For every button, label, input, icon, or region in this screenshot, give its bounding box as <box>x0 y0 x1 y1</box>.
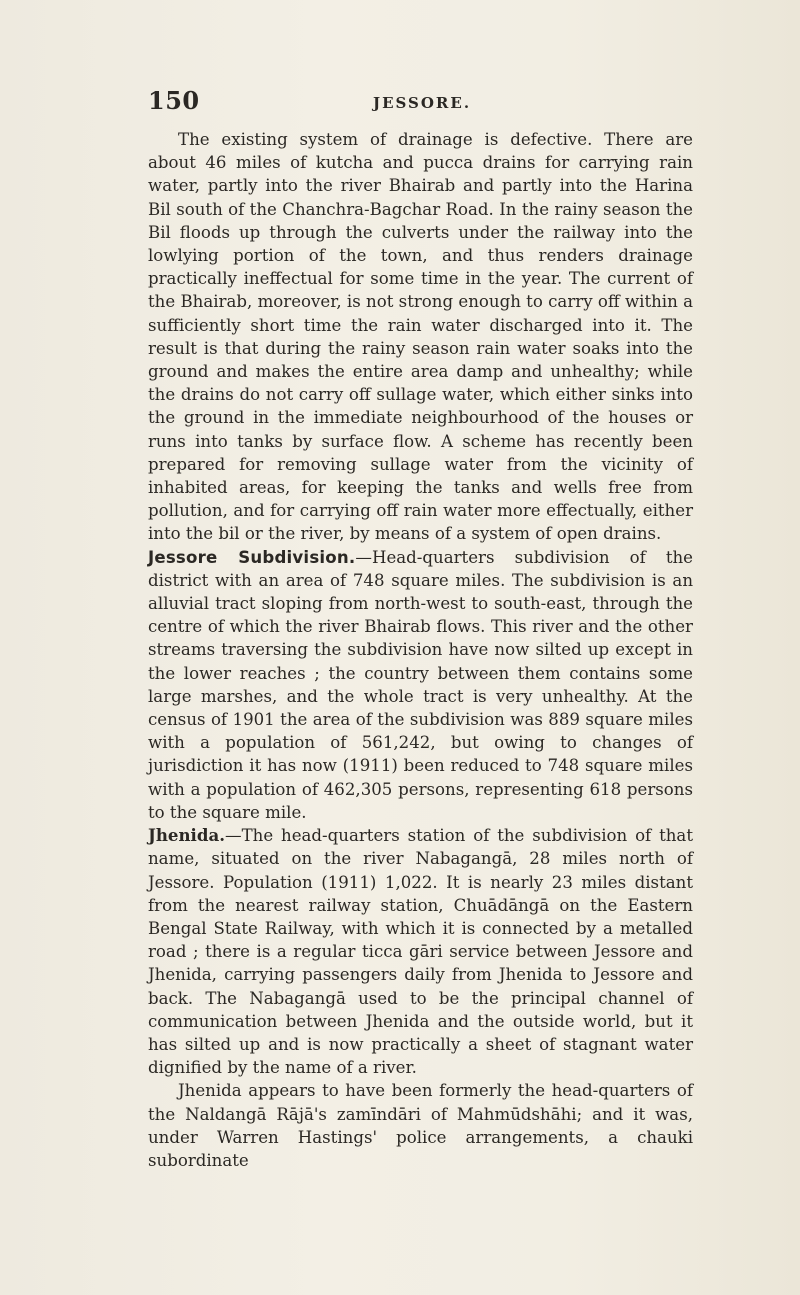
paragraph-drainage: The existing system of drainage is defective. There are about 46 miles of kutcha and pucca drains for carrying rain water, partly into the river Bhairab and partly into the Harina Bil south of the Chanchra-Bagchar Road. In the rainy season the Bil floods up through the culverts under the railway into the lowlying portion of the town, and thus renders drainage practically ineffectual for some time in the year. The current of the Bhairab, moreover, is not strong enough to carry off within a sufficiently short time the rain water discharged into it. The result is that during the rainy season rain water soaks into the ground and makes the entire area damp and unhealthy; while the drains do not carry off sullage water, which either sinks into the ground in the immediate neighbourhood of the houses or runs into tanks by surface flow. A scheme has recently been prepared for removing sullage water from the vicinity of inhabited areas, for keeping the tanks and wells free from pollution, and for carrying off rain water more effectually, either into the bil or the river, by means of a system of open drains. <box>148 130 693 544</box>
page-header <box>148 86 688 116</box>
section-heading-jessore-subdivision: Jessore Subdivision. <box>148 547 356 567</box>
paragraph-text: —Head-quarters subdivision of the district with an area of 748 square miles. The subdivision is an alluvial tract sloping from north-west to south-east, through the centre of which the river Bhairab flows. This river and the other streams traversing the subdivision have now silted up except in the lower reaches ; the country between them contains some large marshes, and the whole tract is very unhealthy. At the census of 1901 the area of the subdivision was 889 square miles with a population of 561,242, but owing to changes of jurisdiction it has now (1911) been reduced to 748 square miles with a population of 462,305 persons, representing 618 persons to the square mile. <box>148 547 693 822</box>
paragraph-text: —The head-quarters station of the subdivision of that name, situated on the river Nabagangā, 28 miles north of Jessore. Population (1911) 1,022. It is nearly 23 miles distant from the nearest railway station, Chuādāngā on the Eastern Bengal State Railway, with which it is connected by a metalled road ; there is a regular ticca gāri service between Jessore and Jhenida, carrying passengers daily from Jhenida to Jessore and back. The Nabagangā used to be the principal channel of communication between Jhenida and the outside world, but it has silted up and is now practically a sheet of stagnant water dignified by the name of a river. <box>148 826 693 1078</box>
page-number: 150 <box>148 86 200 115</box>
running-head: JESSORE. <box>373 94 472 112</box>
paragraph-jhenida-history: Jhenida appears to have been formerly the head-quarters of the Naldangā Rājā's zamīndāri of Mahmūdshāhi; and it was, under Warren Hastings' police arrangements, a chauki subordinate <box>148 1081 693 1170</box>
paragraph-jessore-subdivision <box>148 546 693 824</box>
body-text <box>148 128 693 1172</box>
paragraph-jhenida <box>148 824 693 1079</box>
section-heading-jhenida: Jhenida. <box>148 825 225 846</box>
